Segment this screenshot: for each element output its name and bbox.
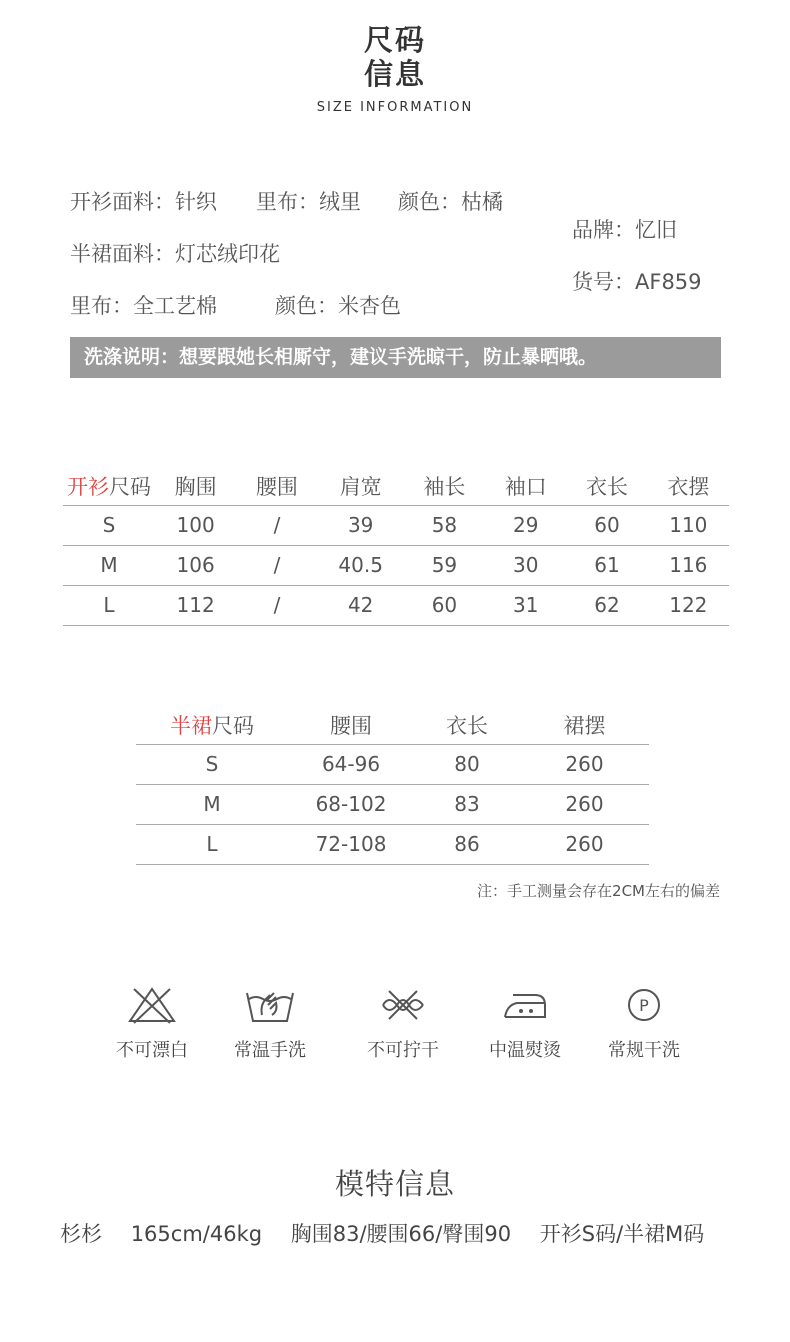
model-stats: 165cm/46kg (130, 1222, 263, 1246)
table-cell: 260 (520, 744, 649, 784)
care-item-dry-clean (584, 980, 704, 1062)
table-cell: 106 (155, 545, 236, 585)
table-cell: 62 (566, 585, 647, 625)
table-cell: 64-96 (288, 744, 414, 784)
skirt-header-row (136, 707, 649, 744)
table-cell: 58 (404, 505, 485, 545)
lining-1: 里布：绒里 (256, 190, 361, 214)
table-cell: 260 (520, 824, 649, 864)
item-number: 货号：AF859 (572, 270, 702, 294)
column-header: 肩宽 (318, 468, 404, 505)
color-2: 颜色：米杏色 (275, 294, 401, 318)
subtitle: SIZE INFORMATION (316, 100, 474, 115)
table-cell: 110 (648, 505, 729, 545)
model-measures: 胸围83/腰围66/臀围90 (290, 1222, 512, 1246)
no-wring-icon (343, 980, 463, 1030)
title-line-1: 尺码 (363, 23, 426, 57)
table-cell: 116 (648, 545, 729, 585)
model-info-title: 模特信息 (334, 1167, 455, 1201)
no-bleach-icon (92, 980, 212, 1030)
table-cell: 68-102 (288, 784, 414, 824)
table-cell: 100 (155, 505, 236, 545)
table-row (136, 824, 649, 864)
cardigan-header-row (63, 468, 729, 505)
care-item-no-wring (343, 980, 463, 1062)
table-cell: M (63, 545, 155, 585)
table-cell: 72-108 (288, 824, 414, 864)
table-cell: / (236, 585, 317, 625)
care-label: 常规干洗 (608, 1040, 680, 1061)
table-cell: 260 (520, 784, 649, 824)
table-row (63, 545, 729, 585)
model-info-line (60, 1218, 704, 1248)
svg-text:P: P (639, 996, 649, 1015)
table-cell: L (136, 824, 288, 864)
size-label: 尺码 (109, 475, 151, 500)
table-cell: 29 (485, 505, 566, 545)
model-name: 杉杉 (60, 1222, 102, 1246)
column-header: 裙摆 (520, 707, 649, 744)
care-item-hand-wash (210, 980, 330, 1062)
cardigan-label: 开衫 (67, 475, 109, 500)
table-cell: 83 (414, 784, 520, 824)
table-cell: 80 (414, 744, 520, 784)
hand-wash-icon (210, 980, 330, 1030)
wash-instructions-bar: 洗涤说明：想要跟她长相厮守，建议手洗晾干，防止暴晒哦。 (70, 337, 721, 378)
cardigan-size-table (63, 468, 729, 626)
table-cell: 31 (485, 585, 566, 625)
table-cell: 40.5 (318, 545, 404, 585)
table-cell: 61 (566, 545, 647, 585)
skirt-fabric: 半裙面料：灯芯绒印花 (70, 242, 280, 266)
table-row (136, 784, 649, 824)
table-cell: / (236, 545, 317, 585)
table-cell: 60 (404, 585, 485, 625)
column-header: 胸围 (155, 468, 236, 505)
table-row (63, 585, 729, 625)
column-header: 衣长 (566, 468, 647, 505)
lining-2: 里布：全工艺棉 (70, 294, 217, 318)
table-cell: 60 (566, 505, 647, 545)
brand: 品牌：忆旧 (572, 218, 677, 242)
table-cell: 39 (318, 505, 404, 545)
column-header: 衣长 (414, 707, 520, 744)
table-cell: 42 (318, 585, 404, 625)
care-label: 不可漂白 (116, 1040, 188, 1061)
table-cell: 122 (648, 585, 729, 625)
table-cell: / (236, 505, 317, 545)
iron-medium-icon (465, 980, 585, 1030)
column-header: 腰围 (288, 707, 414, 744)
size-label: 尺码 (212, 714, 254, 739)
table-row (63, 505, 729, 545)
care-label: 不可拧干 (367, 1040, 439, 1061)
care-label: 中温熨烫 (489, 1040, 561, 1061)
skirt-label: 半裙 (170, 714, 212, 739)
table-cell: L (63, 585, 155, 625)
care-label: 常温手洗 (234, 1040, 306, 1061)
model-sizes: 开衫S码/半裙M码 (539, 1222, 705, 1246)
care-item-no-bleach (92, 980, 212, 1062)
size-header (136, 707, 288, 744)
column-header: 袖口 (485, 468, 566, 505)
care-item-iron (465, 980, 585, 1062)
column-header: 袖长 (404, 468, 485, 505)
table-cell: M (136, 784, 288, 824)
table-cell: S (136, 744, 288, 784)
table-row (136, 744, 649, 784)
skirt-size-table (136, 707, 649, 865)
column-header: 腰围 (236, 468, 317, 505)
table-cell: S (63, 505, 155, 545)
title-line-2: 信息 (363, 57, 426, 91)
cardigan-fabric: 开衫面料：针织 (70, 190, 217, 214)
dry-clean-p-icon (584, 980, 704, 1030)
table-cell: 59 (404, 545, 485, 585)
table-cell: 86 (414, 824, 520, 864)
table-cell: 112 (155, 585, 236, 625)
size-header (63, 468, 155, 505)
column-header: 衣摆 (648, 468, 729, 505)
color-1: 颜色：枯橘 (398, 190, 503, 214)
table-cell: 30 (485, 545, 566, 585)
measurement-note: 注：手工测量会存在2CM左右的偏差 (477, 882, 720, 900)
